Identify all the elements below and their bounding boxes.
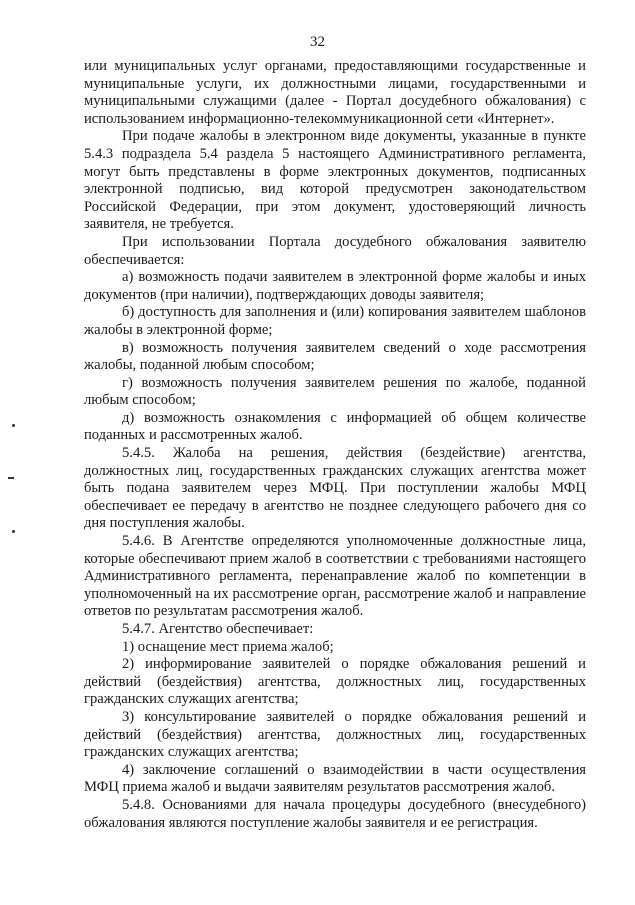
paragraph: 5.4.6. В Агентстве определяются уполномоченные должностные лица, которые обеспечивают прием жалоб в соответствии с требованиями настоящего Административного регламента, перенаправление жалоб по компетенции в уполномоченный на их рассмотрение орган, рассмотрение жалоб и направление ответов по результатам рассмотрения жалоб. (84, 533, 586, 620)
paragraph: 5.4.5. Жалоба на решения, действия (бездействие) агентства, должностных лиц, государственных гражданских служащих агентства может быть подана заявителем через МФЦ. При поступлении жалобы МФЦ обеспечивает ее передачу в агентство не позднее следующего рабочего дня со дня поступления жалобы. (84, 445, 586, 532)
list-item: 3) консультирование заявителей о порядке обжалования решений и действий (бездействия) агентства, должностных лиц, государственных гражданских служащих агентства; (84, 708, 586, 761)
list-item: а) возможность подачи заявителем в электронной форме жалобы и иных документов (при наличии), подтверждающих доводы заявителя; (84, 269, 586, 303)
document-body (84, 58, 586, 832)
paragraph: При подаче жалобы в электронном виде документы, указанные в пункте 5.4.3 подраздела 5.4 раздела 5 настоящего Административного регламента, могут быть представлены в форме электронных документов, подписанных электронной подписью, вид которой предусмотрен законодательством Российской Федерации, при этом документ, удостоверяющий личность заявителя, не требуется. (84, 128, 586, 233)
list-item: 1) оснащение мест приема жалоб; (122, 638, 334, 655)
list-item: 2) информирование заявителей о порядке обжалования решений и действий (бездействия) агентства, должностных лиц, государственных гражданских служащих агентства; (84, 656, 586, 708)
paragraph: 5.4.8. Основаниями для начала процедуры досудебного (внесудебного) обжалования являются поступление жалобы заявителя и ее регистрация. (84, 796, 586, 831)
page-number: 32 (310, 34, 325, 50)
list-item: в) возможность получения заявителем сведений о ходе рассмотрения жалобы, поданной любым способом; (84, 339, 586, 374)
list-item: б) доступность для заполнения и (или) копирования заявителем шаблонов жалобы в электронной форме; (84, 304, 586, 338)
list-item: 4) заключение соглашений о взаимодействии в части осуществления МФЦ приема жалоб и выдачи заявителям результатов рассмотрения жалоб. (84, 761, 586, 796)
scan-artifact-dot (12, 530, 15, 533)
paragraph: или муниципальных услуг органами, предоставляющими государственные и муниципальные услуги, их должностными лицами, государственными и муниципальными служащими (далее - Портал досудебного обжалования) с использованием информационно-телекоммуникационной сети «Интернет». (84, 58, 586, 127)
paragraph: При использовании Портала досудебного обжалования заявителю обеспечивается: (84, 233, 586, 268)
list-item: г) возможность получения заявителем решения по жалобе, поданной любым способом; (84, 374, 586, 409)
list-item: д) возможность ознакомления с информацией об общем количестве поданных и рассмотренных жалоб. (84, 409, 586, 444)
scan-artifact-dot (12, 424, 15, 427)
paragraph: 5.4.7. Агентство обеспечивает: (122, 621, 314, 637)
scan-artifact-dash (8, 477, 14, 479)
